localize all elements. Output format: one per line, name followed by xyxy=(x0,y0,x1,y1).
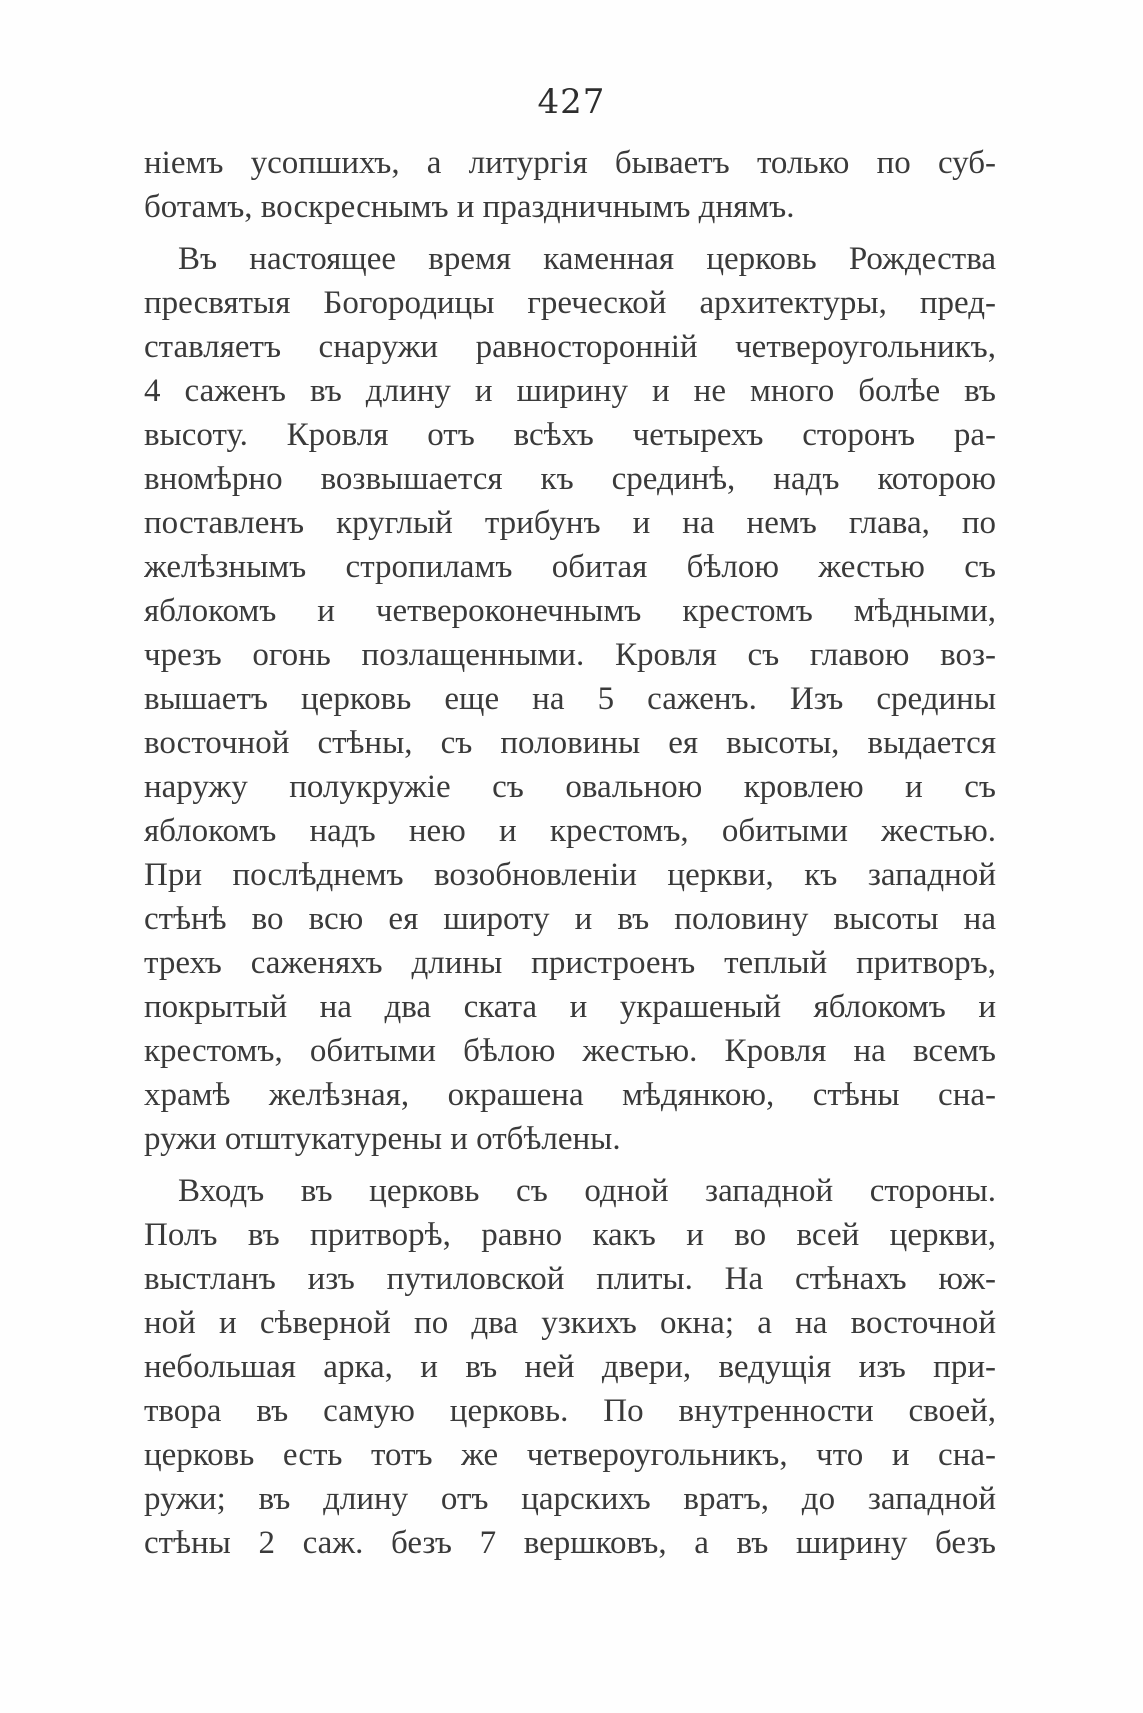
text-line: восточной стѣны, съ половины ея высоты, выдается xyxy=(144,725,996,761)
text-line: твора въ самую церковь. По внутренности своей, xyxy=(144,1393,996,1429)
text-line: выстланъ изъ путиловской плиты. На стѣнахъ юж- xyxy=(144,1261,996,1297)
body-text xyxy=(144,141,996,1565)
text-line: желѣзнымъ стропиламъ обитая бѣлою жестью съ xyxy=(144,549,996,585)
text-line: небольшая арка, и въ ней двери, ведущія изъ при- xyxy=(144,1349,996,1385)
text-line: Полъ въ притворѣ, равно какъ и во всей церкви, xyxy=(144,1217,996,1253)
text-line: наружу полукружіе съ овальною кровлею и съ xyxy=(144,769,996,805)
text-line: крестомъ, обитыми бѣлою жестью. Кровля на всемъ xyxy=(144,1033,996,1069)
text-line: яблокомъ надъ нею и крестомъ, обитыми жестью. xyxy=(144,813,996,849)
text-line: яблокомъ и четвероконечнымъ крестомъ мѣдными, xyxy=(144,593,996,629)
text-line: храмѣ желѣзная, окрашена мѣдянкою, стѣны сна- xyxy=(144,1077,996,1113)
text-line: ной и сѣверной по два узкихъ окна; а на восточной xyxy=(144,1305,996,1341)
text-line: ботамъ, воскреснымъ и праздничнымъ днямъ. xyxy=(144,189,795,225)
text-line: вномѣрно возвышается къ срединѣ, надъ которою xyxy=(144,461,996,497)
text-line: ніемъ усопшихъ, а литургія бываетъ только по суб- xyxy=(144,145,996,181)
text-line: пресвятыя Богородицы греческой архитектуры, пред- xyxy=(144,285,996,321)
text-line: церковь есть тотъ же четвероугольникъ, что и сна- xyxy=(144,1437,996,1473)
text-line: трехъ саженяхъ длины пристроенъ теплый притворъ, xyxy=(144,945,996,981)
text-line: Въ настоящее время каменная церковь Рождества xyxy=(178,241,996,277)
text-line: вышаетъ церковь еще на 5 саженъ. Изъ средины xyxy=(144,681,996,717)
text-line: чрезъ огонь позлащенными. Кровля съ главою воз- xyxy=(144,637,996,673)
text-line: ставляетъ снаружи равносторонній четвероугольникъ, xyxy=(144,329,996,365)
text-line: При послѣднемъ возобновленіи церкви, къ западной xyxy=(144,857,996,893)
text-line: высоту. Кровля отъ всѣхъ четырехъ сторонъ ра- xyxy=(144,417,996,453)
text-line: ружи; въ длину отъ царскихъ вратъ, до западной xyxy=(144,1481,996,1517)
text-line: Входъ въ церковь съ одной западной стороны. xyxy=(178,1173,996,1209)
text-line: 4 саженъ въ длину и ширину и не много болѣе въ xyxy=(144,373,996,409)
text-line: стѣнѣ во всю ея широту и въ половину высоты на xyxy=(144,901,996,937)
text-line: ружи отштукатурены и отбѣлены. xyxy=(144,1121,621,1157)
text-line: поставленъ круглый трибунъ и на немъ глава, по xyxy=(144,505,996,541)
page-number: 427 xyxy=(537,82,606,122)
text-line: покрытый на два ската и украшеный яблокомъ и xyxy=(144,989,996,1025)
text-line: стѣны 2 саж. безъ 7 вершковъ, а въ ширину безъ xyxy=(144,1525,996,1561)
